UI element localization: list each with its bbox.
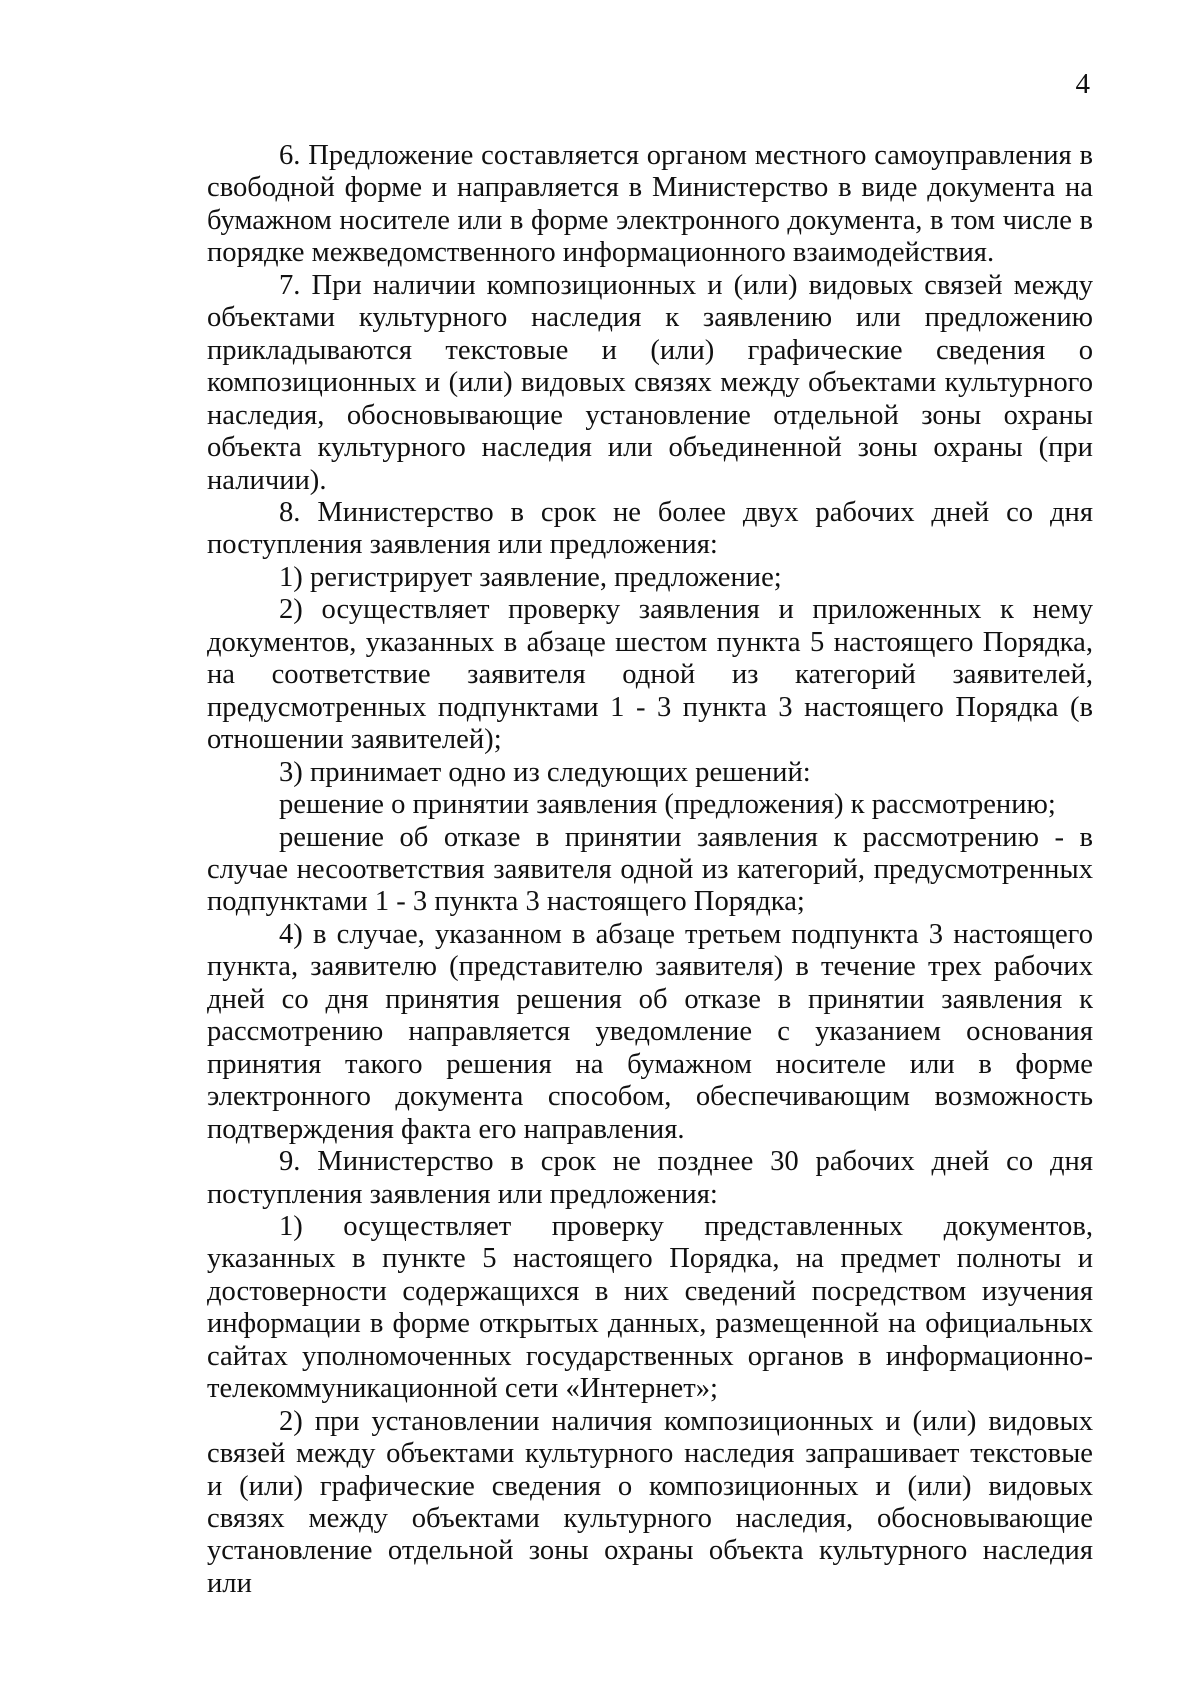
paragraph-8-item-1: 1) регистрирует заявление, предложение; xyxy=(279,561,782,593)
paragraph-9-item-1: 1) осуществляет проверку представленных документов, указанных в пункте 5 настоящего Порядка, на предмет полноты и достоверности содержащихся в них сведений посредством изучения информации в форме открытых данных, размещенной на официальных сайтах уполномоченных государственных органов в информационно-телекоммуникационной сети «Интернет»; xyxy=(207,1210,1093,1405)
page-number: 4 xyxy=(1075,68,1090,100)
paragraph-6: 6. Предложение составляется органом местного самоуправления в свободной форме и направляется в Министерство в виде документа на бумажном носителе или в форме электронного документа, в том числе в порядке межведомственного информационного взаимодействия. xyxy=(207,140,1093,269)
paragraph-8-item-3: 3) принимает одно из следующих решений: xyxy=(279,756,811,788)
paragraph-9: 9. Министерство в срок не позднее 30 рабочих дней со дня поступления заявления или предложения: xyxy=(207,1146,1093,1210)
paragraph-8-item-3-decision-accept: решение о принятии заявления (предложения) к рассмотрению; xyxy=(279,789,1056,821)
paragraph-8-item-4: 4) в случае, указанном в абзаце третьем подпункта 3 настоящего пункта, заявителю (представителю заявителя) в течение трех рабочих дней со дня принятия решения об отказе в принятии заявления к рассмотрению направляется уведомление с указанием основания принятия такого решения на бумажном носителе или в форме электронного документа способом, обеспечивающим возможность подтверждения факта его направления. xyxy=(207,918,1093,1145)
document-body xyxy=(207,140,1093,1600)
paragraph-9-item-2: 2) при установлении наличия композиционных и (или) видовых связей между объектами культурного наследия запрашивает текстовые и (или) графические сведения о композиционных и (или) видовых связях между объектами культурного наследия, обосновывающие установление отдельной зоны охраны объекта культурного наследия или xyxy=(207,1405,1093,1599)
paragraph-8: 8. Министерство в срок не более двух рабочих дней со дня поступления заявления или предложения: xyxy=(207,496,1093,561)
paragraph-8-item-3-decision-refuse: решение об отказе в принятии заявления к рассмотрению - в случае несоответствия заявителя одной из категорий, предусмотренных подпунктами 1 - 3 пункта 3 настоящего Порядка; xyxy=(207,821,1093,918)
paragraph-7: 7. При наличии композиционных и (или) видовых связей между объектами культурного наследия к заявлению или предложению прикладываются текстовые и (или) графические сведения о композиционных и (или) видовых связях между объектами культурного наследия, обосновывающие установление отдельной зоны охраны объекта культурного наследия или объединенной зоны охраны (при наличии). xyxy=(207,269,1093,496)
paragraph-8-item-2: 2) осуществляет проверку заявления и приложенных к нему документов, указанных в абзаце шестом пункта 5 настоящего Порядка, на соответствие заявителя одной из категорий заявителей, предусмотренных подпунктами 1 - 3 пункта 3 настоящего Порядка (в отношении заявителей); xyxy=(207,594,1093,756)
